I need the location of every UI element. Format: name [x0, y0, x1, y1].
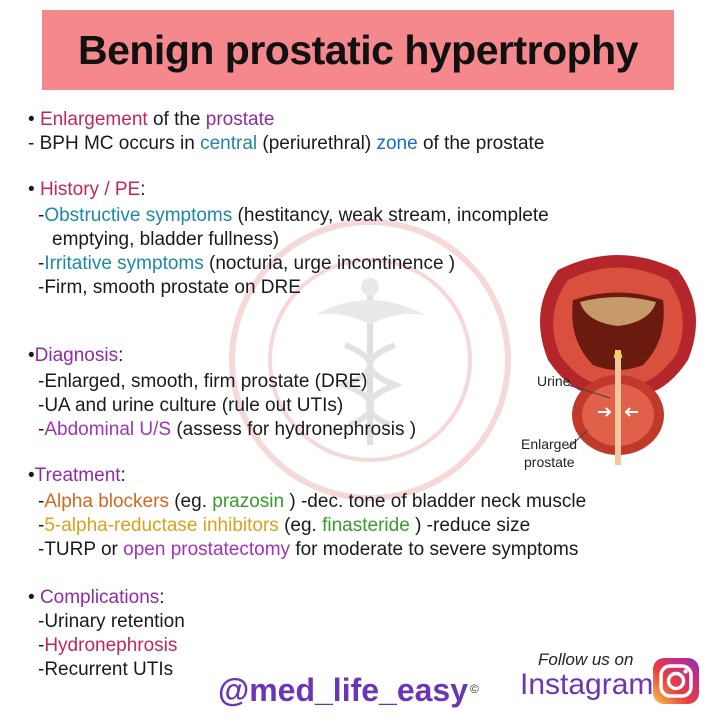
central-term: central — [200, 133, 258, 154]
us-term: Abdominal U/S — [44, 419, 172, 440]
title-banner — [42, 10, 674, 90]
intro-text: of the — [152, 109, 201, 130]
eg-text: (eg. — [284, 515, 317, 536]
treatment-title: Treatment — [34, 465, 121, 486]
history-heading — [28, 178, 146, 202]
bph-suffix: of the prostate — [422, 133, 545, 154]
obstructive-line: -Obstructive symptoms (hestitancy, weak stream, incomplete — [38, 205, 549, 226]
colon: : — [159, 587, 165, 608]
five-alpha-line: -5-alpha-reductase inhibitors (eg. finasteride ) -reduce size — [38, 515, 531, 536]
instagram-handle[interactable]: @med_life_easy — [218, 672, 469, 708]
irritative-detail: (nocturia, urge incontinence ) — [209, 253, 456, 274]
intro-line — [28, 108, 274, 132]
bph-prefix: - BPH MC occurs in — [28, 133, 195, 154]
periurethral-text: (periurethral) — [262, 133, 372, 154]
bullet: • — [28, 345, 35, 366]
enlarged-label: Enlarged — [521, 436, 578, 452]
treatment-heading — [28, 464, 126, 488]
hydronephrosis-line — [38, 634, 177, 658]
bph-line — [28, 132, 544, 156]
colon: : — [120, 465, 126, 486]
colon: : — [118, 345, 124, 366]
five-alpha-detail: ) -reduce size — [415, 515, 531, 536]
us-line: -Abdominal U/S (assess for hydronephrosis ) — [38, 419, 417, 440]
turp-prefix: -TURP or — [38, 539, 118, 560]
bullet: • — [28, 587, 35, 608]
complication-item: -Recurrent UTIs — [38, 659, 174, 680]
alpha-line: -Alpha blockers (eg. prazosin ) -dec. tone of bladder neck muscle — [38, 491, 587, 512]
follow-text: Follow us on — [538, 650, 634, 669]
prazosin-term: prazosin — [212, 491, 285, 512]
instagram-icon[interactable] — [652, 657, 700, 705]
page-title: Benign prostatic hypertrophy — [77, 27, 639, 73]
diagnosis-heading — [28, 344, 123, 368]
history-title: History / PE — [39, 179, 141, 200]
finasteride-term: finasteride — [322, 515, 410, 536]
five-alpha-term: 5-alpha-reductase inhibitors — [44, 515, 279, 536]
diagnosis-title: Diagnosis — [34, 345, 119, 366]
turp-line — [38, 538, 578, 562]
obstructive-cont: emptying, bladder fullness) — [52, 229, 280, 250]
prostatectomy-term: open prostatectomy — [123, 539, 291, 560]
copyright-mark: © — [470, 682, 479, 696]
us-detail: (assess for hydronephrosis ) — [176, 419, 417, 440]
alpha-detail: ) -dec. tone of bladder neck muscle — [289, 491, 587, 512]
irritative-term: Irritative symptoms — [44, 253, 204, 274]
obstructive-detail: (hestitancy, weak stream, incomplete — [237, 205, 549, 226]
complications-heading — [28, 586, 165, 610]
alpha-term: Alpha blockers — [44, 491, 169, 512]
instagram-word: Instagram — [520, 668, 654, 701]
bullet: • — [28, 179, 35, 200]
dash: - — [38, 635, 45, 656]
prostate-term: prostate — [205, 109, 275, 130]
diagnosis-item: -UA and urine culture (rule out UTIs) — [38, 395, 344, 416]
colon: : — [140, 179, 146, 200]
hydronephrosis-term: Hydronephrosis — [44, 635, 178, 656]
complication-item: -Urinary retention — [38, 611, 185, 632]
complications-title: Complications — [39, 587, 160, 608]
irritative-line: -Irritative symptoms (nocturia, urge incontinence ) — [38, 253, 456, 274]
bullet: • — [28, 109, 35, 130]
prostate-label: prostate — [524, 454, 575, 470]
urine-label: Urine — [537, 373, 571, 389]
turp-detail: for moderate to severe symptoms — [295, 539, 579, 560]
obstructive-term: Obstructive symptoms — [44, 205, 233, 226]
bullet: • — [28, 465, 35, 486]
eg-text: (eg. — [174, 491, 207, 512]
zone-term: zone — [376, 133, 418, 154]
diagnosis-item: -Enlarged, smooth, firm prostate (DRE) — [38, 371, 368, 392]
firm-line: -Firm, smooth prostate on DRE — [38, 277, 301, 298]
enlargement-term: Enlargement — [39, 109, 148, 130]
